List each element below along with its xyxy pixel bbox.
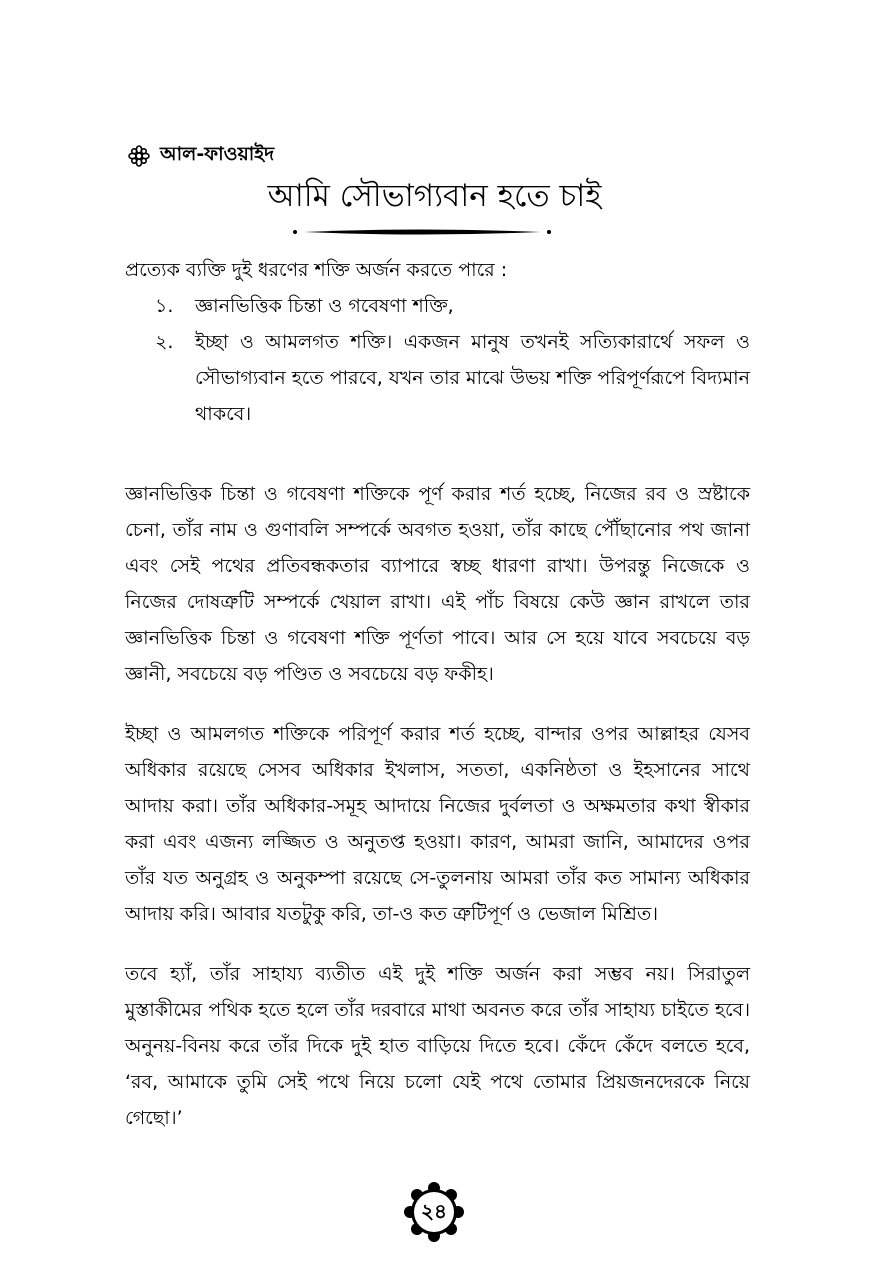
page-number: ২৪ (421, 1199, 447, 1223)
paragraph: জ্ঞানভিত্তিক চিন্তা ও গবেষণা শক্তিকে পূর্ণ করার শর্ত হচ্ছে, নিজের রব ও স্রষ্টাকে চেনা, তাঁর নাম ও গুণাবলি সম্পর্কে অবগত হওয়া, তাঁর কাছে পৌঁছানোর পথ জানা এবং সেই পথের প্রতিবন্ধকতার ব্যাপারে স্বচ্ছ ধারণা রাখা। উপরন্তু নিজেকে ও নিজের দোষত্রুটি সম্পর্কে খেয়াল রাখা। এই পাঁচ বিষয়ে কেউ জ্ঞান রাখলে তার জ্ঞানভিত্তিক চিন্তা ও গবেষণা শক্তি পূর্ণতা পাবে। আর সে হয়ে যাবে সবচেয়ে বড় জ্ঞানী, সবচেয়ে বড় পণ্ডিত ও সবচেয়ে বড় ফকীহ। (125, 483, 750, 685)
chapter-title: আমি সৌভাগ্যবান হতে চাই (267, 178, 602, 214)
running-header (128, 140, 274, 172)
paragraph: ইচ্ছা ও আমলগত শক্তিকে পরিপূর্ণ করার শর্ত হচ্ছে, বান্দার ওপর আল্লাহর যেসব অধিকার রয়েছে সেসব অধিকার ইখলাস, সততা, একনিষ্ঠতা ও ইহসানের সাথে আদায় করা। তাঁর অধিকার-সমূহ আদায়ে নিজের দুর্বলতা ও অক্ষমতার কথা স্বীকার করা এবং এজন্য লজ্জিত ও অনুতপ্ত হওয়া। কারণ, আমরা জানি, আমাদের ওপর তাঁর যত অনুগ্রহ ও অনুকম্পা রয়েছে সে-তুলনায় আমরা তাঁর কত সামান্য অধিকার আদায় করি। আবার যতটুকু করি, তা-ও কত ত্রুটিপূর্ণ ও ভেজাল মিশ্রিত। (125, 723, 750, 925)
paragraph: তবে হ্যাঁ, তাঁর সাহায্য ব্যতীত এই দুই শক্তি অর্জন করা সম্ভব নয়। সিরাতুল মুস্তাকীমের পথিক হতে হলে তাঁর দরবারে মাথা অবনত করে তাঁর সাহায্য চাইতে হবে। অনুনয়-বিনয় করে তাঁর দিকে দুই হাত বাড়িয়ে দিতে হবে। কেঁদে কেঁদে বলতে হবে, ‘রব, আমাকে তুমি সেই পথে নিয়ে চলো যেই পথে তোমার প্রিয়জনদেরকে নিয়ে গেছো।’ (125, 963, 750, 1129)
page-body (125, 252, 750, 1136)
list-item (155, 288, 750, 324)
list-number: ১. (155, 295, 174, 317)
list-text: ইচ্ছা ও আমলগত শক্তি। একজন মানুষ তখনই সত্যিকারার্থে সফল ও সৌভাগ্যবান হতে পারবে, যখন তার মাঝে উভয় শক্তি পরিপূর্ণরূপে বিদ্যমান থাকবে। (195, 331, 750, 425)
list-text: জ্ঞানভিত্তিক চিন্তা ও গবেষণা শক্তি, (195, 295, 454, 317)
list-item (155, 324, 750, 432)
strength-list (125, 288, 750, 432)
flower-ornament-icon (128, 145, 150, 167)
list-number: ২. (155, 331, 174, 353)
page-number-badge (404, 1182, 464, 1242)
book-title: আল-ফাওয়াইদ (160, 143, 275, 165)
title-underline-ornament (292, 226, 552, 238)
intro-line: প্রত্যেক ব্যক্তি দুই ধরণের শক্তি অর্জন করতে পারে : (125, 259, 508, 281)
